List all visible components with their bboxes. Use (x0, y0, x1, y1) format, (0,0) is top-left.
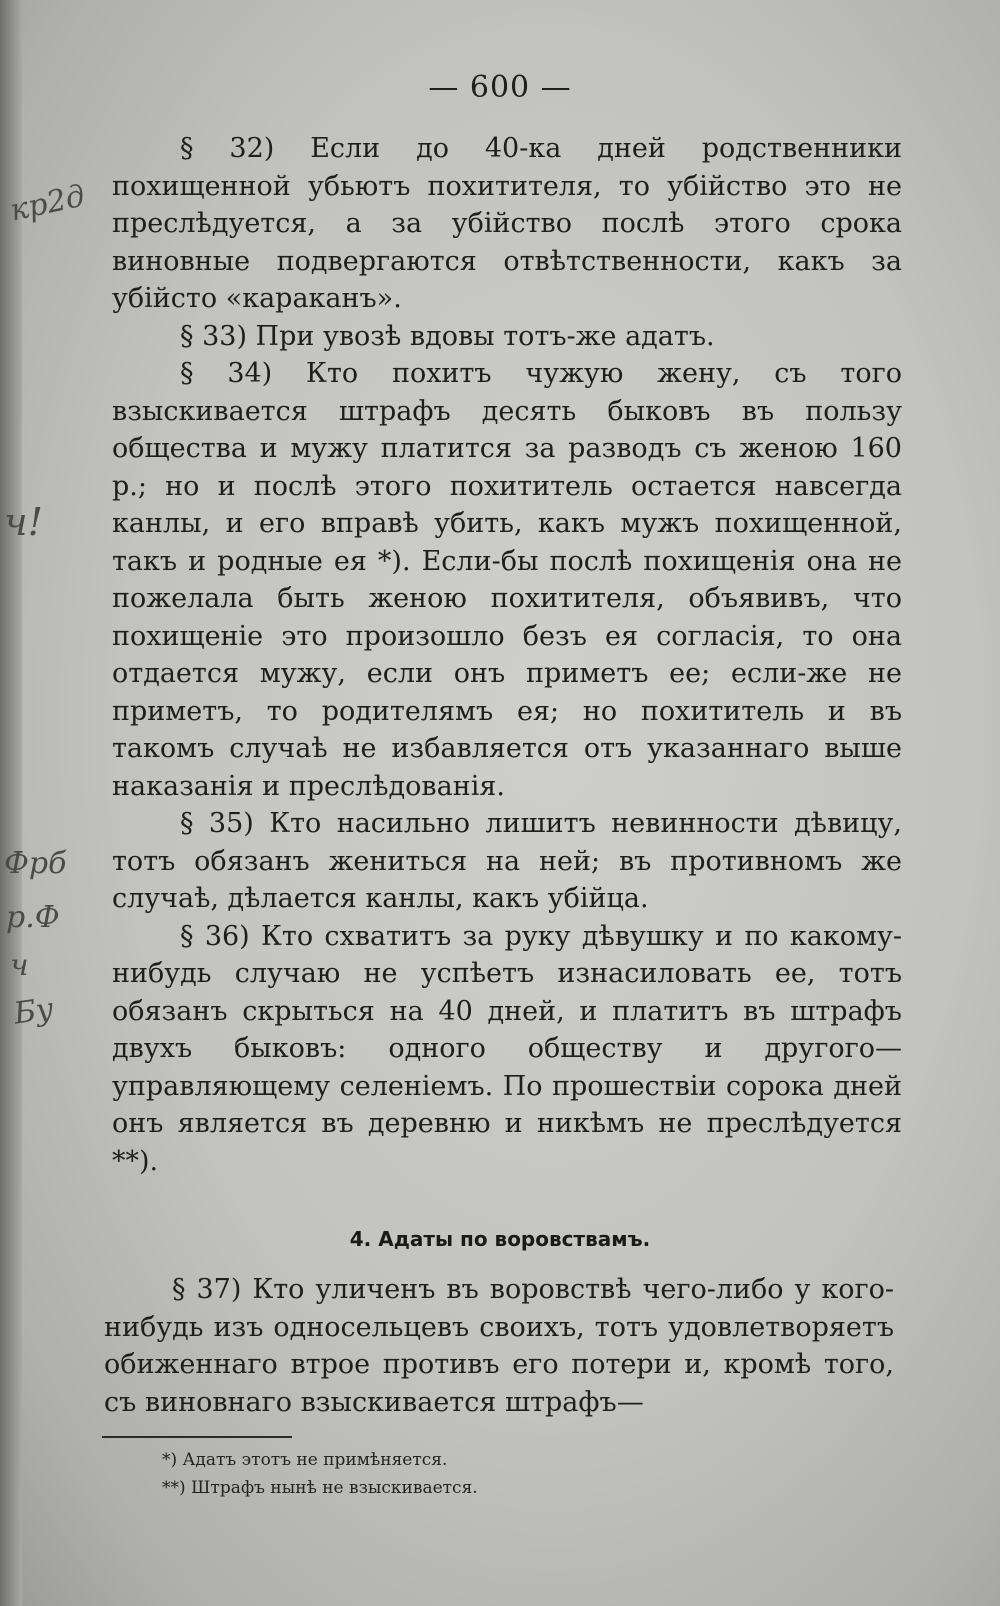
paragraph-34: § 34) Кто похитъ чужую жену, съ того взыскивается штрафъ десять быковъ въ пользу общества и мужу платится за разводъ съ женою 160 р.; но и послѣ этого похититель остается навсегда канлы, и его вправѣ убить, какъ мужъ похищенной, такъ и родные ея *). Если-бы послѣ похищенія она не пожелала быть женою похитителя, объявивъ, что похищеніе это произошло безъ ея согласія, то она отдается мужу, если онъ приметъ ее; если-же не приметъ, то родителямъ ея; но похититель и въ такомъ случаѣ не избавляется отъ указаннаго выше наказанія и преслѣдованія. (112, 358, 902, 802)
margin-note-4: р.Ф (6, 900, 60, 935)
margin-note-5: ч (10, 948, 29, 983)
margin-note-1: кр2д (7, 178, 89, 229)
paragraph-33: § 33) При увозѣ вдовы тотъ-же адатъ. (180, 320, 715, 352)
footnote-2: **) Штрафъ нынѣ не взыскивается. (162, 1478, 478, 1498)
main-text (112, 130, 902, 1180)
paragraph-32: § 32) Если до 40-ка дней родственники похищенной убьютъ похитителя, то убійство это не преслѣдуется, а за убійство послѣ этого срока виновные подвергаются отвѣтственности, какъ за убійсто «караканъ». (112, 133, 902, 314)
footnote-divider (102, 1436, 292, 1438)
paragraph-35: § 35) Кто насильно лишитъ невинности дѣвицу, тотъ обязанъ жениться на ней; въ противномъ же случаѣ, дѣлается канлы, какъ убійца. (112, 808, 902, 914)
paragraph-37: § 37) Кто уличенъ въ воровствѣ чего-либо у кого-нибудь изъ односельцевъ своихъ, тотъ удовлетворяетъ обиженнаго втрое противъ его потери и, кромѣ того, съ виновнаго взыскивается штрафъ— (104, 1274, 894, 1418)
margin-note-6: Бу (11, 991, 56, 1032)
section-text (104, 1271, 894, 1421)
footnote-1: *) Адатъ этотъ не примѣняется. (162, 1450, 448, 1470)
section-heading: 4. Адаты по воровствамъ. (349, 1227, 651, 1251)
paragraph-36: § 36) Кто схватитъ за руку дѣвушку и по какому-нибудь случаю не успѣетъ изнасиловать ее, тотъ обязанъ скрыться на 40 дней, и платитъ въ штрафъ двухъ быковъ: одного обществу и другого—управляющему селеніемъ. По прошествіи сорока дней онъ является въ деревню и никѣмъ не преслѣдуется **). (112, 920, 902, 1177)
footnotes (162, 1446, 862, 1502)
margin-note-3: Фрб (4, 846, 67, 881)
page-number: — 600 — (428, 70, 572, 105)
margin-note-2: ч! (4, 500, 43, 544)
page-binding-shadow (0, 0, 22, 1606)
